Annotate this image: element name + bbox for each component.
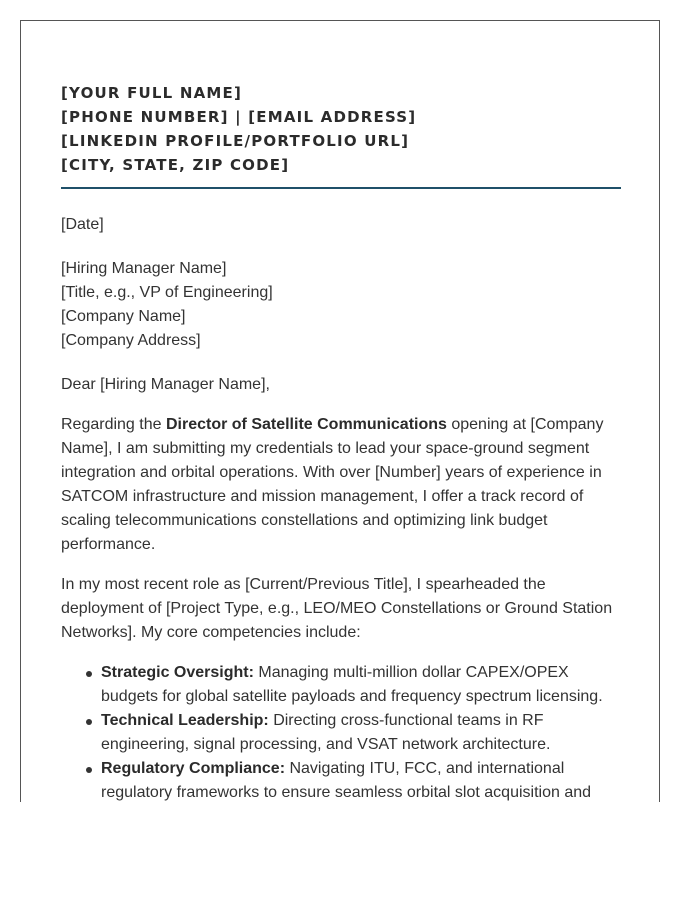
full-name: [YOUR FULL NAME] xyxy=(61,84,243,102)
recipient-block xyxy=(61,257,626,353)
recipient-company: [Company Name] xyxy=(61,308,186,325)
bullet-icon xyxy=(86,719,92,725)
opening-paragraph xyxy=(61,413,626,557)
competency-label: Strategic Oversight: xyxy=(101,664,254,681)
recipient-title: [Title, e.g., VP of Engineering] xyxy=(61,284,273,301)
bullet-icon xyxy=(86,767,92,773)
role-title: Director of Satellite Communications xyxy=(165,416,447,433)
opening-text-after: opening at [Company Name], I am submitting my credentials to lead your space-ground segment integration and orbital operations. With over [Number] years of experience in SATCOM infrastructure and mission management, I offer a track record of scaling telecommunications constellations and optimizing link budget performance. xyxy=(61,416,604,553)
list-item xyxy=(101,661,626,709)
letter-date: [Date] xyxy=(61,216,104,233)
competency-text: Managing multi-million dollar CAPEX/OPEX budgets for global satellite payloads and frequency spectrum licensing. xyxy=(101,664,603,705)
city-state-zip: [CITY, STATE, ZIP CODE] xyxy=(61,156,290,174)
list-item xyxy=(101,757,626,802)
letter-body xyxy=(61,213,626,802)
competencies-list xyxy=(61,661,626,802)
recipient-name: [Hiring Manager Name] xyxy=(61,260,227,277)
competency-label: Technical Leadership: xyxy=(101,712,269,729)
opening-text-before: Regarding the xyxy=(61,416,166,433)
bullet-icon xyxy=(86,671,92,677)
greeting: Dear [Hiring Manager Name], xyxy=(61,376,270,393)
linkedin-portfolio: [LINKEDIN PROFILE/PORTFOLIO URL] xyxy=(61,132,410,150)
contact-header xyxy=(61,81,621,177)
competency-text: Directing cross-functional teams in RF engineering, signal processing, and VSAT network architecture. xyxy=(101,712,551,753)
letter-page xyxy=(20,20,660,802)
recipient-address: [Company Address] xyxy=(61,332,201,349)
competency-text: Navigating ITU, FCC, and international regulatory frameworks to ensure seamless orbital slot acquisition and xyxy=(101,760,592,801)
phone-email: [PHONE NUMBER] | [EMAIL ADDRESS] xyxy=(61,108,417,126)
header-divider xyxy=(61,187,621,189)
competency-label: Regulatory Compliance: xyxy=(101,760,286,777)
experience-paragraph: In my most recent role as [Current/Previous Title], I spearheaded the deployment of [Project Type, e.g., LEO/MEO Constellations or Ground Station Networks]. My core competencies include: xyxy=(61,576,613,641)
list-item xyxy=(101,709,626,757)
